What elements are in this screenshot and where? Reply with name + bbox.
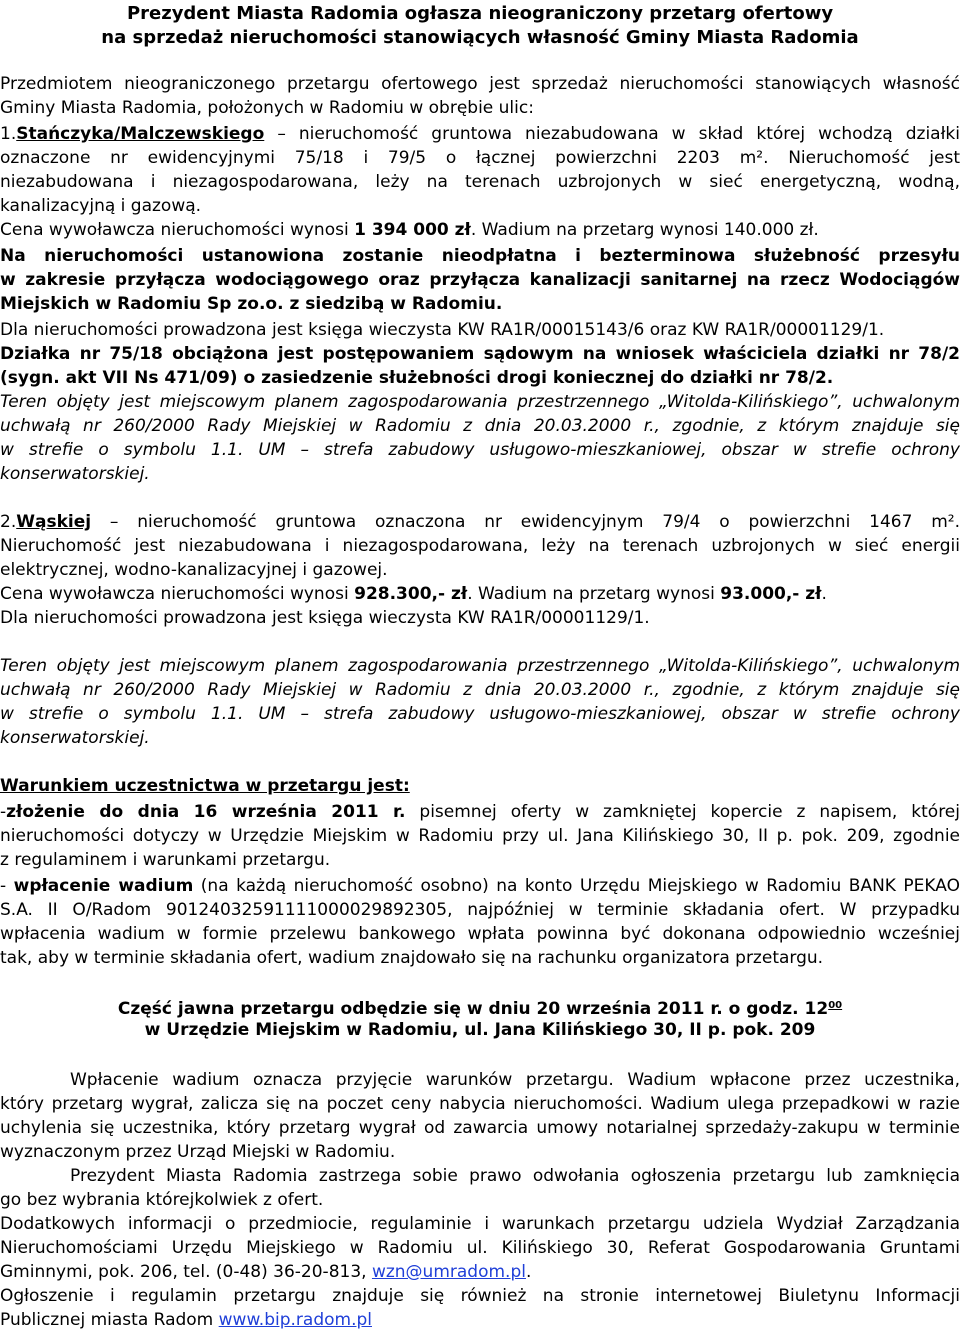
property-2-wadium-label: . Wadium na przetarg wynosi [467,584,721,604]
property-1-easement-line-2: w zakresie przyłącza wodociągowego oraz przyłącza kanalizacji sanitarnej na rzecz Wodociągów [0,270,960,290]
condition-2-line-2: S.A. II O/Radom 90124032591111000029892305, najpóźniej w terminie składania ofert. W przypadku [0,900,960,920]
bip-link[interactable]: www.bip.radom.pl [218,1310,372,1330]
page-title-line-2: na sprzedaż nieruchomości stanowiących własność Gminy Miasta Radomia [101,27,859,48]
property-1-land-register: Dla nieruchomości prowadzona jest księga wieczysta KW RA1R/00015143/6 oraz KW RA1R/00001129/1. [0,320,885,340]
property-1-price-line [0,218,960,242]
condition-2-text: (na każdą nieruchomość osobno) na konto Urzędu Miejskiego w Radomiu BANK PEKAO [193,876,960,896]
property-1-wadium: . Wadium na przetarg wynosi 140.000 zł. [470,220,819,240]
note-3-line-1: Dodatkowych informacji o przedmiocie, regulaminie i warunkach przetargu udziela Wydział Zarządzania [0,1214,960,1234]
property-2-wadium: 93.000,- zł [720,584,822,604]
property-2-plan-line-1: Teren objęty jest miejscowym planem zagospodarowania przestrzennego „Witolda-Kilińskiego”, uchwalonym [0,656,960,676]
property-1-court-line-2: (sygn. akt VII Ns 471/09) o zasiedzenie służebności drogi koniecznej do działki nr 78/2. [0,368,834,388]
condition-2-line-4: tak, aby w terminie składania ofert, wadium znajdowało się na rachunku organizatora przetargu. [0,948,824,968]
note-3-contact: Gminnymi, pok. 206, tel. (0-48) 36-20-813, [0,1262,372,1282]
note-3-line-2: Nieruchomościami Urzędu Miejskiego w Radomiu ul. Kilińskiego 30, Referat Gospodarowania Gruntami [0,1238,960,1258]
property-1-court-line-1: Działka nr 75/18 obciążona jest postępowaniem sądowym na wniosek właściciela działki nr 78/2 [0,344,960,364]
property-1-price-label: Cena wywoławcza nieruchomości wynosi [0,220,355,240]
condition-1-line-2: nieruchomości dotyczy w Urzędzie Miejskim w Radomiu przy ul. Jana Kilińskiego 30, II p. pok. 209, zgodnie [0,826,960,846]
property-1-line-2: oznaczone nr ewidencyjnymi 75/18 i 79/5 o łącznej powierzchni 2203 m². Nieruchomość jest [0,148,960,168]
property-1-easement-line-1: Na nieruchomości ustanowiona zostanie nieodpłatna i bezterminowa służebność przesyłu [0,246,960,266]
note-4-line-1: Ogłoszenie i regulamin przetargu znajduje się również na stronie internetowej Biuletynu Informacji [0,1286,960,1306]
public-part-minutes: 00 [828,1000,843,1011]
condition-1-dash: - [0,802,7,822]
property-1-easement-line-3: Miejskich w Radomiu Sp zo.o. z siedzibą w Radomiu. [0,294,503,314]
public-part-date: Część jawna przetargu odbędzie się w dniu 20 września 2011 r. o godz. 12 [117,999,829,1019]
property-1-price: 1 394 000 zł [354,220,471,240]
conditions-heading: Warunkiem uczestnictwa w przetargu jest: [0,776,410,796]
property-2-line-3: elektrycznej, wodno-kanalizacyjnej i gazowej. [0,560,388,580]
property-2-price-line [0,582,960,606]
property-1-number: 1. [0,124,17,144]
property-1-plan-line-4: konserwatorskiej. [0,464,150,484]
email-link[interactable]: wzn@umradom.pl [371,1262,526,1282]
condition-2-dash: - [0,876,14,896]
condition-2-bold: wpłacenie wadium [13,876,194,896]
property-2-line-1 [0,510,960,534]
note-3-line-3 [0,1260,960,1284]
condition-1-deadline: złożenie do dnia 16 września 2011 r. [6,802,406,822]
condition-2-line-1 [0,874,960,898]
note-2-line-1: Prezydent Miasta Radomia zastrzega sobie prawo odwołania ogłoszenia przetargu lub zamknięcia [70,1166,960,1186]
property-1-line-4: kanalizacyjną i gazową. [0,196,202,216]
property-2-land-register: Dla nieruchomości prowadzona jest księga wieczysta KW RA1R/00001129/1. [0,608,650,628]
note-4-text: Publicznej miasta Radom [0,1310,219,1330]
property-1-street: Stańczyka/Malczewskiego [16,124,265,144]
property-2-plan-line-3: w strefie o symbolu 1.1. UM – strefa zabudowy usługowo-mieszkaniowej, obszar w strefie ochrony [0,704,960,724]
property-1-desc: – nieruchomość gruntowa niezabudowana w skład której wchodzą działki [264,124,960,144]
note-1-line-1: Wpłacenie wadium oznacza przyjęcie warunków przetargu. Wadium wpłacone przez uczestnika, [70,1070,960,1090]
intro-line-2: Gminy Miasta Radomia, położonych w Radomiu w obrębie ulic: [0,98,534,118]
property-2-number: 2. [0,512,17,532]
note-1-line-3: uchylenia się uczestnika, który przetarg wygrał od zawarcia umowy notarialnej sprzedaży-zakupu w terminie [0,1118,960,1138]
public-part-line-2: w Urzędzie Miejskim w Radomiu, ul. Jana Kilińskiego 30, II p. pok. 209 [144,1020,816,1040]
condition-1-line-3: z regulaminem i warunkami przetargu. [0,850,331,870]
note-2-line-2: go bez wybrania którejkolwiek z ofert. [0,1190,324,1210]
property-1-plan-line-3: w strefie o symbolu 1.1. UM – strefa zabudowy usługowo-mieszkaniowej, obszar w strefie ochrony [0,440,960,460]
page-title-line-1: Prezydent Miasta Radomia ogłasza nieograniczony przetarg ofertowy [126,3,834,24]
property-2-desc: – nieruchomość gruntowa oznaczona nr ewidencyjnym 79/4 o powierzchni 1467 m². [91,512,960,532]
property-2-street: Wąskiej [16,512,92,532]
property-2-price: 928.300,- zł [354,584,468,604]
condition-1-line-1 [0,800,960,824]
property-2-line-2: Nieruchomość jest niezabudowana i niezagospodarowana, leży na terenach uzbrojonych w sieć energii [0,536,960,556]
note-1-line-2: który przetarg wygrał, zalicza się na poczet ceny nabycia nieruchomości. Wadium ulega przepadkowi w razie [0,1094,960,1114]
property-1-line-3: niezabudowana i niezagospodarowana, leży na terenach uzbrojonych w sieć energetyczną, wodną, [0,172,960,192]
property-2-plan-line-4: konserwatorskiej. [0,728,150,748]
condition-2-line-3: wpłacenia wadium w formie przelewu bankowego wpłata powinna być dokonana odpowiednio wcześniej [0,924,960,944]
note-4-line-2 [0,1308,960,1332]
intro-line-1: Przedmiotem nieograniczonego przetargu ofertowego jest sprzedaż nieruchomości stanowiących własność [0,74,960,94]
note-3-end: . [525,1262,532,1282]
property-2-plan-line-2: uchwałą nr 260/2000 Rady Miejskiej w Radomiu z dnia 20.03.2000 r., zgodnie, z którym znajduje się [0,680,960,700]
property-1-plan-line-1: Teren objęty jest miejscowym planem zagospodarowania przestrzennego „Witolda-Kilińskiego”, uchwalonym [0,392,960,412]
note-1-line-4: wyznaczonym przez Urząd Miejski w Radomiu. [0,1142,396,1162]
condition-1-text: pisemnej oferty w zamkniętej kopercie z napisem, której [405,802,960,822]
property-1-line-1 [0,122,960,146]
property-2-price-end: . [821,584,827,604]
property-1-plan-line-2: uchwałą nr 260/2000 Rady Miejskiej w Radomiu z dnia 20.03.2000 r., zgodnie, z którym znajduje się [0,416,960,436]
property-2-price-label: Cena wywoławcza nieruchomości wynosi [0,584,355,604]
public-part-line-1 [0,994,960,1021]
